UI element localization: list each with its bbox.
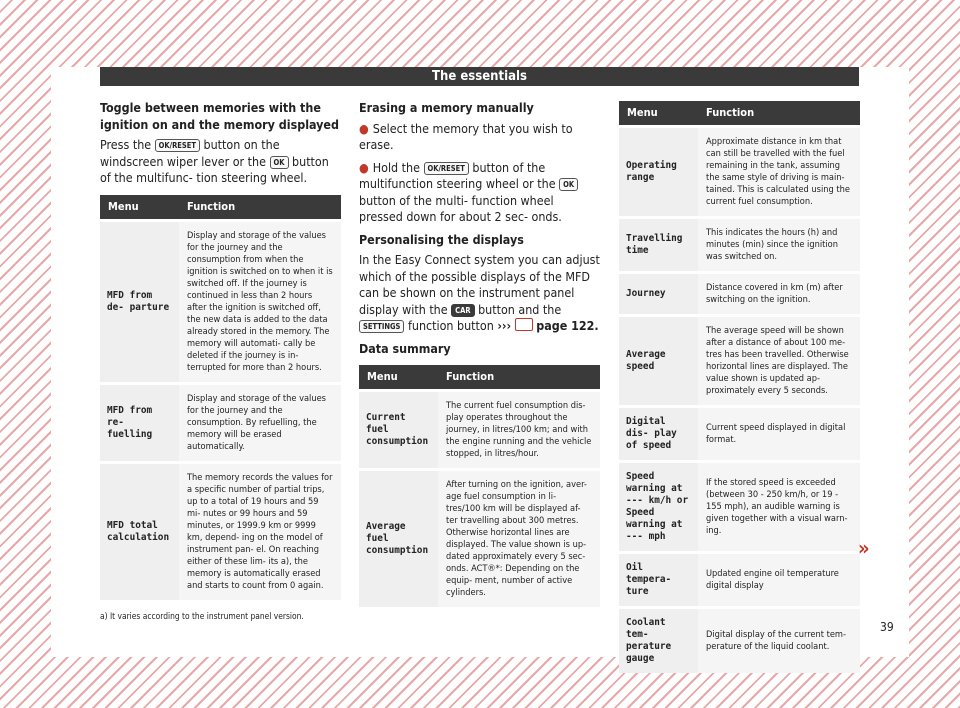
- data-summary-table: [359, 365, 600, 607]
- left-column: [100, 100, 341, 624]
- memory-toggle-instructions: [100, 137, 341, 187]
- table-row: [619, 316, 860, 407]
- ok-key-icon: OK: [270, 156, 289, 169]
- table-row: [619, 553, 860, 608]
- table-row: [100, 462, 341, 600]
- personalising-heading: Personalising the displays: [359, 231, 524, 247]
- menu-cell: Oil tempera- ture: [619, 553, 698, 608]
- bullet-icon: ●: [359, 120, 369, 136]
- bullet-icon: ●: [359, 159, 369, 175]
- table-row: [100, 220, 341, 383]
- display-table: [619, 101, 860, 673]
- bullet-item: [359, 160, 600, 226]
- page-number: 39: [880, 620, 894, 634]
- text-part: button on the windscreen wiper lever or the: [100, 137, 280, 169]
- bullet-text: Select the memory that you wish to erase.: [359, 120, 573, 152]
- memory-toggle-heading: Toggle between memories with the ignition on and the memory displayed: [100, 100, 339, 132]
- function-cell: The memory records the values for a specific number of partial trips, up to a total of 19 hours and 59 mi- nutes or 99 hours and 59 minutes, or 1999.9 km or 9999 km, depend- ing on the model of instrument pan- el. On reaching either of these lim- its a), the memory is automatically erased and starts to count from 0 again.: [179, 462, 341, 600]
- menu-cell: Coolant tem- perature gauge: [619, 608, 698, 674]
- bullet-item: [359, 121, 600, 154]
- text-part: button and the: [478, 301, 562, 317]
- menu-cell: MFD from de- parture: [100, 220, 179, 383]
- personalising-text: [359, 252, 600, 335]
- function-cell: Digital display of the current tem- perature of the liquid coolant.: [698, 608, 860, 674]
- page-reference: page 122.: [536, 318, 599, 333]
- settings-key-icon: SETTINGS: [359, 320, 404, 333]
- menu-cell: MFD total calculation: [100, 462, 179, 600]
- ok-reset-key-icon: OK/RESET: [155, 139, 200, 152]
- menu-header: Menu: [100, 195, 179, 221]
- function-cell: Distance covered in km (m) after switching on the ignition.: [698, 273, 860, 316]
- function-cell: If the stored speed is exceeded (between 30 - 250 km/h, or 19 - 155 mph), an audible warning is given together with a visual warn- ing.: [698, 462, 860, 553]
- function-cell: Display and storage of the values for the journey and the consumption. By refuelling, the memory will be erased automatically.: [179, 383, 341, 462]
- function-cell: The current fuel consumption dis- play operates throughout the journey, in litres/100 km; and with the engine running and the vehicle stopped, in litres/hour.: [438, 391, 600, 470]
- right-column: [619, 101, 860, 673]
- footnote: a) It varies according to the instrument panel version.: [100, 610, 304, 621]
- text-part: In the Easy Connect system you can adjust which of the possible displays of the MFD can be shown on the instrument panel display with the: [359, 252, 600, 317]
- car-key-icon: CAR: [451, 304, 474, 317]
- function-cell: Approximate distance in km that can still be travelled with the fuel remaining in the tank, assuming the same style of driving is main- tained. This is calculated using the current fuel consumption.: [698, 127, 860, 218]
- text-part: Press the: [100, 137, 152, 152]
- menu-cell: Digital dis- play of speed: [619, 407, 698, 462]
- book-icon: [515, 318, 533, 331]
- function-cell: This indicates the hours (h) and minutes (min) since the ignition was switched on.: [698, 218, 860, 273]
- text-part: button of the multifunc- tion steering wheel.: [100, 153, 329, 185]
- table-row: [359, 391, 600, 470]
- menu-cell: Average fuel consumption: [359, 470, 438, 608]
- text-part: Hold the: [372, 159, 420, 175]
- table-row: [619, 608, 860, 674]
- data-summary-heading: Data summary: [359, 340, 451, 356]
- table-row: [359, 470, 600, 608]
- table-row: [619, 273, 860, 316]
- table-row: [619, 462, 860, 553]
- menu-cell: MFD from re- fuelling: [100, 383, 179, 462]
- function-cell: Updated engine oil temperature digital display: [698, 553, 860, 608]
- function-header: Function: [698, 101, 860, 127]
- text-part: button of the multifunction steering wheel or the: [359, 159, 556, 191]
- ok-key-icon: OK: [559, 178, 578, 191]
- menu-cell: Average speed: [619, 316, 698, 407]
- menu-cell: Operating range: [619, 127, 698, 218]
- menu-cell: Journey: [619, 273, 698, 316]
- menu-header: Menu: [619, 101, 698, 127]
- reference-arrows: ›››: [497, 318, 512, 333]
- erase-heading: Erasing a memory manually: [359, 100, 534, 115]
- page-header: The essentials: [100, 67, 859, 86]
- continue-arrow-icon: »: [858, 536, 870, 560]
- menu-cell: Current fuel consumption: [359, 391, 438, 470]
- function-cell: After turning on the ignition, aver- age fuel consumption in li- tres/100 km will be displayed af- ter travelling about 300 metres. Otherwise horizontal lines are displayed. The value shown is up- dated approximately every 5 sec- onds. ACT®*: Depending on the equip- ment, number of active cylinders.: [438, 470, 600, 608]
- table-row: [619, 407, 860, 462]
- table-row: [100, 383, 341, 462]
- text-part: function button: [407, 318, 494, 333]
- menu-header: Menu: [359, 365, 438, 391]
- middle-column: [359, 100, 600, 607]
- table-row: [619, 127, 860, 218]
- function-cell: The average speed will be shown after a distance of about 100 me- tres has been travelled. Otherwise horizontal lines are displayed. The value shown is updated ap- proximately every 5 seconds.: [698, 316, 860, 407]
- function-cell: Current speed displayed in digital format.: [698, 407, 860, 462]
- memory-table: [100, 195, 341, 600]
- function-cell: Display and storage of the values for the journey and the consumption from when the ignition is switched on to when it is switched off. If the journey is continued in less than 2 hours after the ignition is switched off, the new data is added to the data already stored in the memory. The memory will automati- cally be deleted if the journey is in- terrupted for more than 2 hours.: [179, 220, 341, 383]
- text-part: button of the multi- function wheel pressed down for about 2 sec- onds.: [359, 192, 562, 224]
- table-row: [619, 218, 860, 273]
- menu-cell: Travelling time: [619, 218, 698, 273]
- function-header: Function: [438, 365, 600, 391]
- ok-reset-key-icon: OK/RESET: [424, 162, 469, 175]
- function-header: Function: [179, 195, 341, 221]
- menu-cell: Speed warning at --- km/h or Speed warning at --- mph: [619, 462, 698, 553]
